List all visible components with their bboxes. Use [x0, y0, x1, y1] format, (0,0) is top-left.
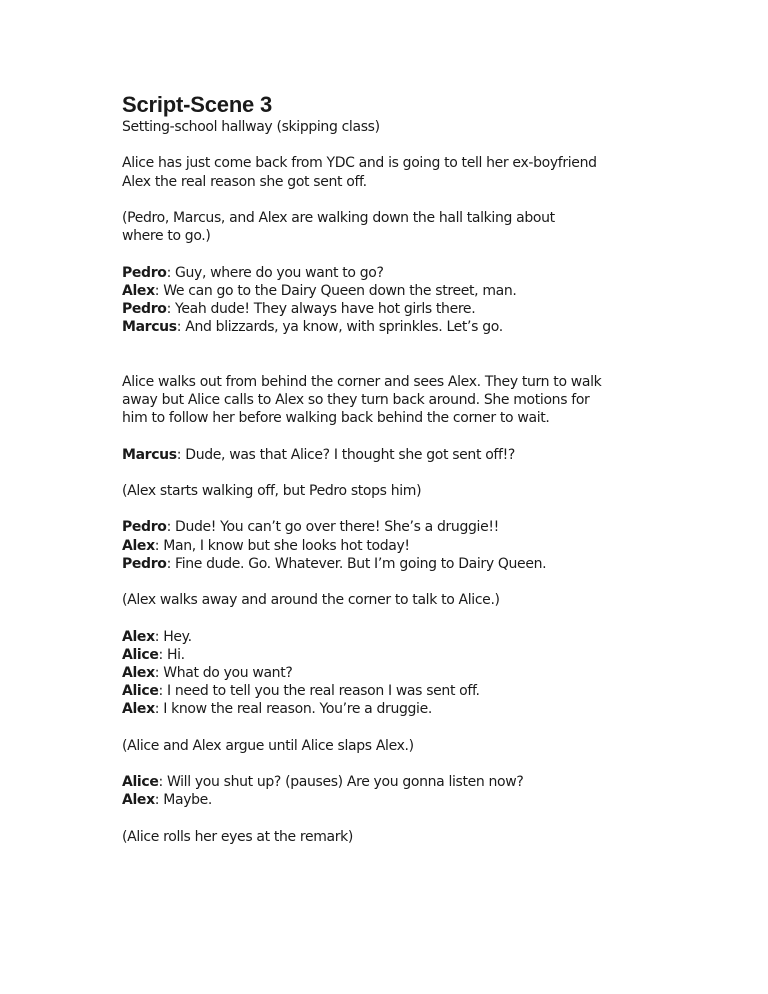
- dialogue-text: : And blizzards, ya know, with sprinkles. Let’s go.: [176, 319, 503, 336]
- dialogue-text: : Hi.: [158, 646, 185, 663]
- speaker-name: Alice: [122, 646, 159, 663]
- action-line: Alice walks out from behind the corner and sees Alex. They turn to walk: [122, 373, 602, 390]
- script-page: [122, 92, 662, 846]
- dialogue-line: [122, 791, 662, 809]
- intro-paragraph: [122, 154, 662, 190]
- speaker-name: Pedro: [122, 519, 167, 536]
- dialogue-text: : We can go to the Dairy Queen down the street, man.: [154, 282, 517, 299]
- action-line: away but Alice calls to Alex so they turn back around. She motions for: [122, 391, 590, 408]
- dialogue-line: [122, 446, 662, 464]
- speaker-name: Marcus: [122, 319, 177, 336]
- speaker-name: Pedro: [122, 300, 167, 317]
- intro-line: Alex the real reason she got sent off.: [122, 173, 367, 190]
- dialogue-line: [122, 318, 662, 336]
- stage-direction: [122, 209, 662, 245]
- dialogue-block-2: [122, 446, 662, 464]
- stage-line: where to go.): [122, 228, 211, 245]
- dialogue-line: [122, 646, 662, 664]
- dialogue-line: [122, 537, 662, 555]
- dialogue-line: [122, 773, 662, 791]
- dialogue-line: [122, 555, 662, 573]
- dialogue-text: : Hey.: [154, 628, 192, 645]
- dialogue-text: : What do you want?: [154, 664, 293, 681]
- dialogue-block-4: [122, 628, 662, 719]
- dialogue-text: : Maybe.: [154, 792, 213, 809]
- dialogue-line: [122, 628, 662, 646]
- speaker-name: Alex: [122, 628, 155, 645]
- dialogue-block-1: [122, 264, 662, 337]
- speaker-name: Pedro: [122, 555, 167, 572]
- dialogue-text: : Guy, where do you want to go?: [166, 264, 384, 281]
- speaker-name: Alex: [122, 701, 155, 718]
- speaker-name: Alex: [122, 664, 155, 681]
- intro-line: Alice has just come back from YDC and is going to tell her ex-boyfriend: [122, 155, 597, 172]
- script-title: Script-Scene 3: [122, 92, 273, 117]
- speaker-name: Alice: [122, 683, 159, 700]
- stage-line: (Pedro, Marcus, and Alex are walking down the hall talking about: [122, 209, 555, 226]
- dialogue-line: [122, 300, 662, 318]
- speaker-name: Alex: [122, 537, 155, 554]
- setting-line: Setting-school hallway (skipping class): [122, 119, 380, 135]
- dialogue-text: : Will you shut up? (pauses) Are you gonna listen now?: [158, 774, 524, 791]
- speaker-name: Alex: [122, 282, 155, 299]
- stage-line: (Alice and Alex argue until Alice slaps Alex.): [122, 737, 414, 754]
- dialogue-line: [122, 264, 662, 282]
- dialogue-line: [122, 282, 662, 300]
- stage-line: (Alex walks away and around the corner to talk to Alice.): [122, 592, 500, 609]
- dialogue-text: : I need to tell you the real reason I was sent off.: [158, 683, 480, 700]
- stage-line: (Alex starts walking off, but Pedro stops him): [122, 482, 422, 499]
- dialogue-line: [122, 700, 662, 718]
- speaker-name: Alice: [122, 774, 159, 791]
- dialogue-text: : I know the real reason. You’re a druggie.: [154, 701, 432, 718]
- stage-line: (Alice rolls her eyes at the remark): [122, 828, 354, 845]
- dialogue-text: : Fine dude. Go. Whatever. But I’m going to Dairy Queen.: [166, 555, 547, 572]
- dialogue-line: [122, 518, 662, 536]
- dialogue-text: : Yeah dude! They always have hot girls there.: [166, 300, 476, 317]
- speaker-name: Pedro: [122, 264, 167, 281]
- speaker-name: Alex: [122, 792, 155, 809]
- speaker-name: Marcus: [122, 446, 177, 463]
- dialogue-block-3: [122, 518, 662, 573]
- dialogue-text: : Man, I know but she looks hot today!: [154, 537, 410, 554]
- action-line: him to follow her before walking back behind the corner to wait.: [122, 410, 550, 427]
- dialogue-text: : Dude, was that Alice? I thought she got sent off!?: [176, 446, 515, 463]
- action-paragraph: [122, 373, 662, 428]
- dialogue-block-5: [122, 773, 662, 809]
- dialogue-line: [122, 682, 662, 700]
- dialogue-text: : Dude! You can’t go over there! She’s a druggie!!: [166, 519, 499, 536]
- dialogue-line: [122, 664, 662, 682]
